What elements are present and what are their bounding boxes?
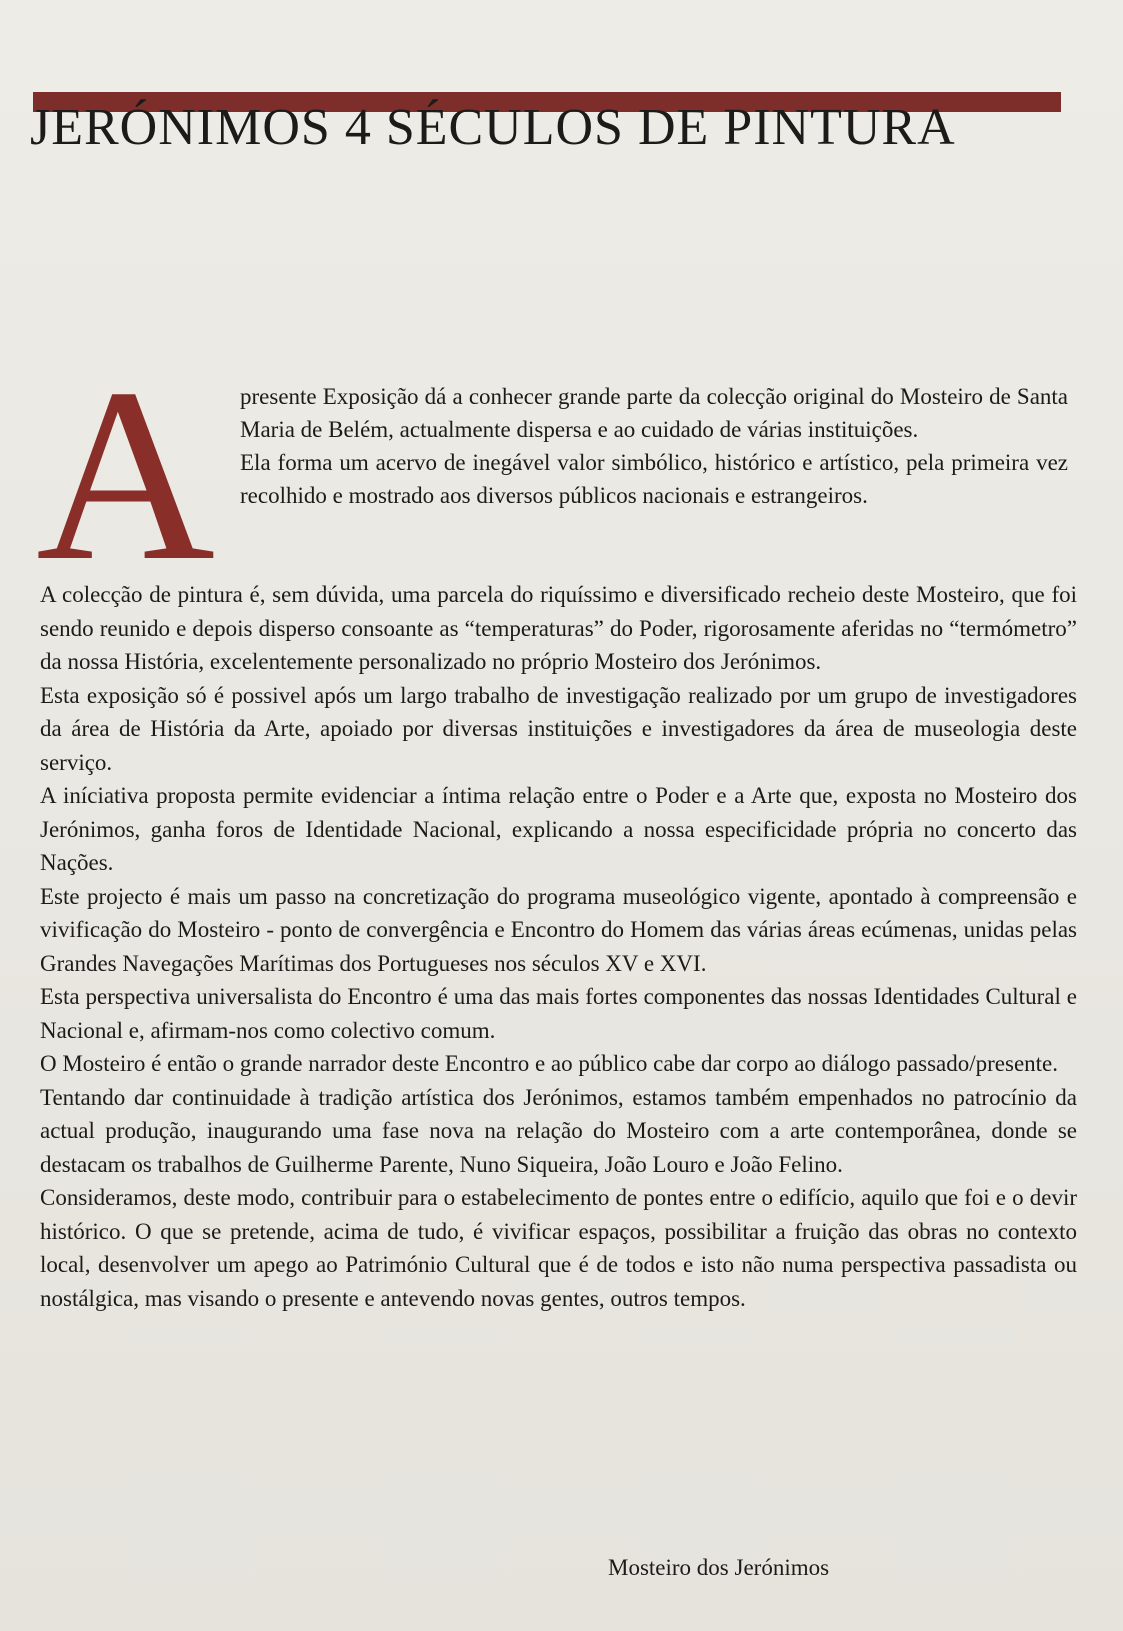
page-title: JERÓNIMOS 4 SÉCULOS DE PINTURA: [30, 99, 956, 156]
signature: Mosteiro dos Jerónimos: [608, 1555, 830, 1580]
body-paragraph: Tentando dar continuidade à tradição artística dos Jerónimos, estamos também empenhados no patrocínio da actual produção, inaugurando uma fase nova na relação do Mosteiro com a arte contemporânea, donde se destacam os trabalhos de Guilherme Parente, Nuno Siqueira, João Louro e João Felino.: [40, 1084, 1077, 1177]
drop-cap: A: [36, 337, 216, 612]
body-text: [40, 578, 1077, 1315]
intro-paragraph: Ela forma um acervo de inegável valor simbólico, histórico e artístico, pela primeira vez recolhido e mostrado aos diversos públicos nacionais e estrangeiros.: [240, 450, 1068, 508]
body-paragraph: A colecção de pintura é, sem dúvida, uma parcela do riquíssimo e diversificado recheio deste Mosteiro, que foi sendo reunido e depois disperso consoante as “temperaturas” do Poder, rigorosamente aferidas no “termómetro” da nossa História, excelentemente personalizado no próprio Mosteiro dos Jerónimos.: [40, 582, 1077, 674]
body-paragraph: Consideramos, deste modo, contribuir para o estabelecimento de pontes entre o edifício, aquilo que foi e o devir histórico. O que se pretende, acima de tudo, é vivificar espaços, possibilitar a fruição das obras no contexto local, desenvolver um apego ao Património Cultural que é de todos e isto não numa perspectiva passadista ou nostálgica, mas visando o presente e antevendo novas gentes, outros tempos.: [40, 1185, 1077, 1311]
body-paragraph: Este projecto é mais um passo na concretização do programa museológico vigente, apontado à compreensão e vivificação do Mosteiro - ponto de convergência e Encontro do Homem das várias áreas ecúmenas, unidas pelas Grandes Navegações Marítimas dos Portugueses nos séculos XV e XVI.: [40, 883, 1077, 976]
body-paragraph: A iníciativa proposta permite evidenciar a íntima relação entre o Poder e a Arte que, exposta no Mosteiro dos Jerónimos, ganha foros de Identidade Nacional, explicando a nossa especificidade própria no concerto das Nações.: [40, 783, 1077, 875]
body-paragraph: Esta exposição só é possivel após um largo trabalho de investigação realizado por um grupo de investigadores da área de História da Arte, apoiado por diversas instituições e investigadores da área de museologia deste serviço.: [40, 682, 1077, 775]
body-paragraph: Esta perspectiva universalista do Encontro é uma das mais fortes componentes das nossas Identidades Cultural e Nacional e, afirmam-nos como colectivo comum.: [40, 984, 1077, 1043]
intro-paragraph: presente Exposição dá a conhecer grande parte da colecção original do Mosteiro de Santa Maria de Belém, actualmente dispersa e ao cuidado de várias instituições.: [240, 384, 1068, 442]
intro-text: [240, 380, 1068, 512]
body-paragraph: O Mosteiro é então o grande narrador deste Encontro e ao público cabe dar corpo ao diálogo passado/presente.: [40, 1051, 1059, 1076]
